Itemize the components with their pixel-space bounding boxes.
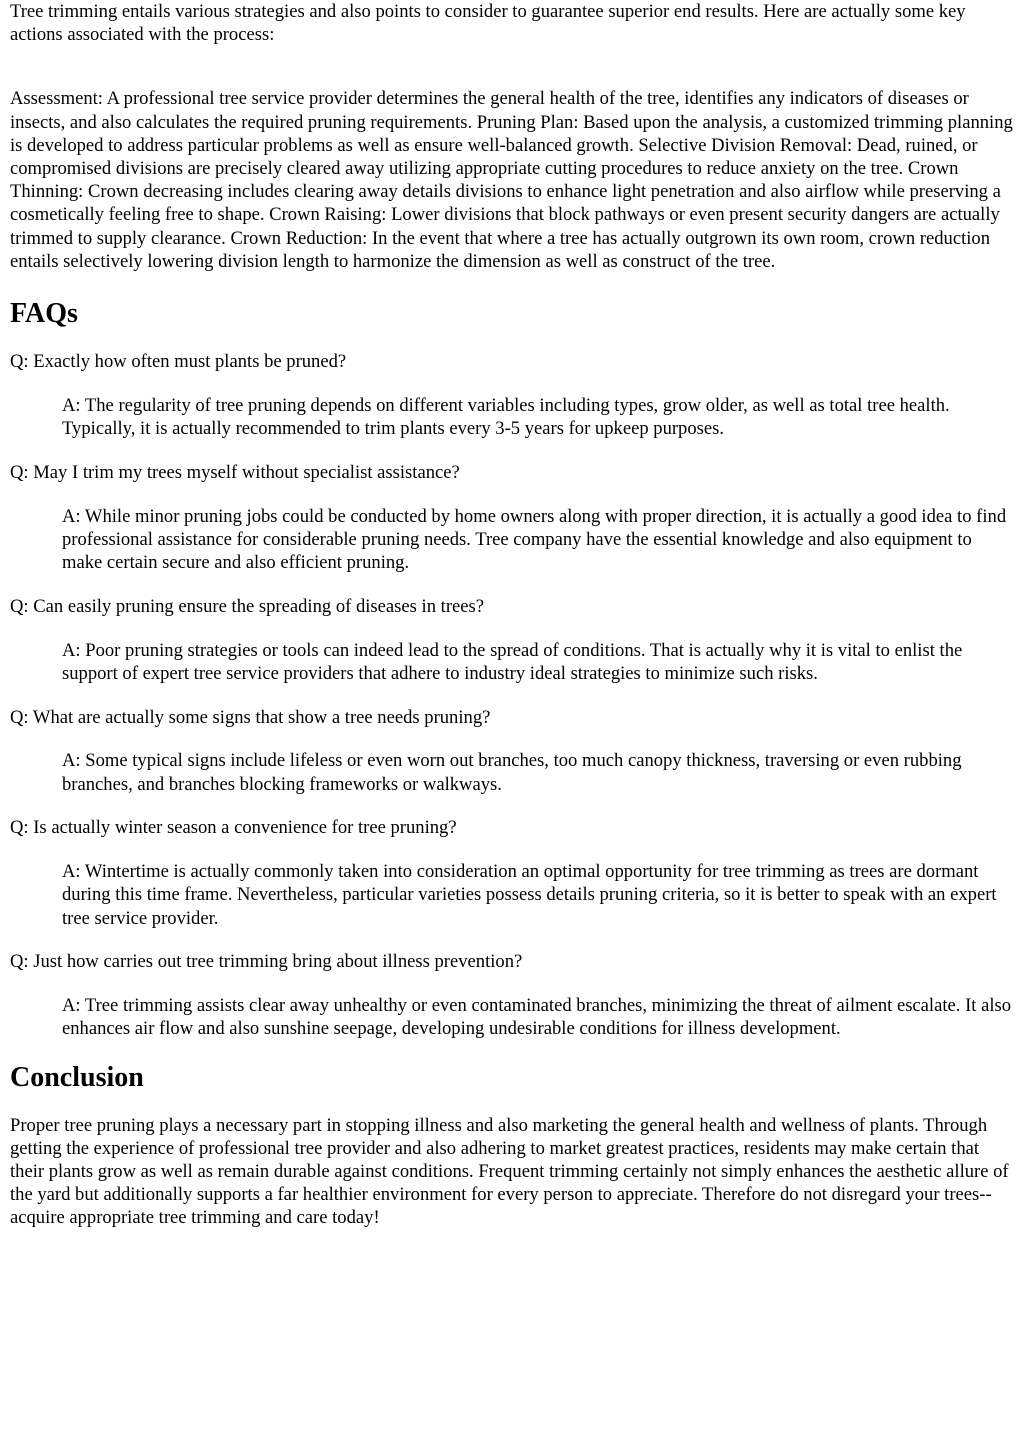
faq-question: Q: May I trim my trees myself without specialist assistance? xyxy=(10,461,460,483)
faq-answer: A: Tree trimming assists clear away unhealthy or even contaminated branches, minimizing the threat of ailment escalate. It also enhances air flow and also sunshine seepage, developing undesirable conditions for illness development. xyxy=(62,995,1012,1040)
faq-question: Q: Exactly how often must plants be pruned? xyxy=(10,351,347,373)
faq-answer: A: Poor pruning strategies or tools can indeed lead to the spread of conditions. That is actually why it is vital to enlist the support of expert tree service providers that adhere to industry ideal strategies to minimize such risks. xyxy=(62,639,963,684)
intro-paragraph: Tree trimming entails various strategies and also points to consider to guarantee superior end results. Here are actually some key actions associated with the process: xyxy=(10,1,966,46)
faq-answer: A: While minor pruning jobs could be conducted by home owners along with proper direction, it is actually a good idea to find professional assistance for considerable pruning needs. Tree company have the essential knowledge and also equipment to make certain secure and also efficient pruning. xyxy=(62,505,1007,574)
faq-answer: A: Some typical signs include lifeless or even worn out branches, too much canopy thickness, traversing or even rubbing branches, and branches blocking frameworks or walkways. xyxy=(62,750,962,795)
conclusion-paragraph: Proper tree pruning plays a necessary part in stopping illness and also marketing the general health and wellness of plants. Through getting the experience of professional tree provider and also adhering to market greatest practices, residents may make certain that their plants grow as well as remain durable against conditions. Frequent trimming certainly not simply enhances the aesthetic allure of the yard but additionally supports a far healthier environment for every person to appreciate. Therefore do not disregard your trees-- acquire appropriate tree trimming and care today! xyxy=(10,1114,1009,1229)
conclusion-heading: Conclusion xyxy=(10,1061,144,1093)
faq-answer: A: Wintertime is actually commonly taken into consideration an optimal opportunity for tree trimming as trees are dormant during this time frame. Nevertheless, particular varieties possess details pruning criteria, so it is better to speak with an expert tree service provider. xyxy=(62,861,997,929)
faq-question: Q: Is actually winter season a convenience for tree pruning? xyxy=(10,817,457,839)
faq-list xyxy=(10,350,1014,1041)
faq-heading: FAQs xyxy=(10,298,78,330)
faq-question: Q: Just how carries out tree trimming bring about illness prevention? xyxy=(10,951,523,973)
faq-question: Q: What are actually some signs that show a tree needs pruning? xyxy=(10,706,491,728)
spacer xyxy=(10,46,1014,87)
faq-answer: A: The regularity of tree pruning depends on different variables including types, grow older, as well as total tree health. Typically, it is actually recommended to trim plants every 3-5 years for upkeep purposes. xyxy=(62,394,950,440)
faq-question: Q: Can easily pruning ensure the spreading of diseases in trees? xyxy=(10,595,485,617)
process-paragraph: Assessment: A professional tree service provider determines the general health of the tree, identifies any indicators of diseases or insects, and also calculates the required pruning requirements. Pruning Plan: Based upon the analysis, a customized trimming planning is developed to address particular problems as well as ensure well-balanced growth. Selective Division Removal: Dead, ruined, or compromised divisions are precisely cleared away utilizing appropriate cutting procedures to reduce anxiety on the tree. Crown Thinning: Crown decreasing includes clearing away details divisions to enhance light penetration and also airflow while preserving a cosmetically feeling free to shape. Crown Raising: Lower divisions that block pathways or even present security dangers are actually trimmed to supply clearance. Crown Reduction: In the event that where a tree has actually outgrown its own room, crown reduction entails selectively lowering division length to harmonize the dimension as well as construct of the tree. xyxy=(10,88,1013,272)
